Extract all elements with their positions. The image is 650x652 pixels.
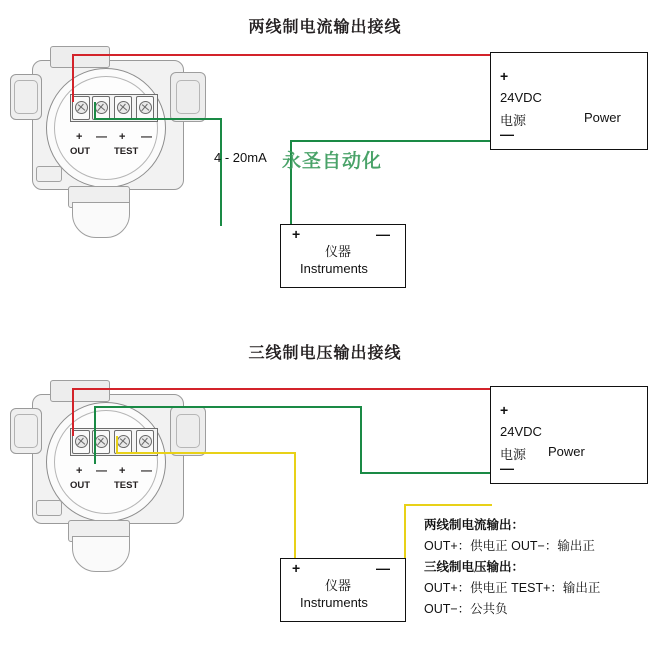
wire-yellow-to-instrument-minus: [404, 504, 406, 560]
terminal-screw-3-icon: [117, 435, 130, 448]
device-side-tab: [36, 500, 62, 516]
power-cn-2: 电源: [500, 447, 527, 462]
instrument-minus-sign-1: —: [376, 226, 390, 242]
wire-red-out-plus-vertical-2: [72, 388, 74, 436]
section-1-title: 两线制电流输出接线: [248, 19, 402, 36]
terminal-screw-4-icon: [139, 101, 152, 114]
device-process-connection: [72, 536, 130, 572]
instrument-cn-2: 仪器: [325, 578, 352, 593]
terminal-label-1: +: [76, 131, 83, 143]
device-left-cap-inner: [14, 414, 38, 448]
wire-red-to-power-plus-2: [72, 388, 492, 390]
terminal-label-2: —: [96, 131, 107, 143]
power-minus-sign-1: —: [500, 126, 514, 142]
wire-green-to-instrument-plus: [220, 118, 222, 226]
device-process-connection: [72, 202, 130, 238]
device-side-tab: [36, 166, 62, 182]
instrument-en-1: Instruments: [300, 261, 368, 276]
test-label: TEST: [114, 146, 139, 157]
legend-title-1: 两线制电流输出：: [424, 518, 525, 532]
power-en-1: Power: [584, 110, 621, 125]
wire-green-out-minus-stub-2: [94, 436, 96, 464]
power-voltage-2: 24VDC: [500, 424, 542, 439]
watermark-text: 永圣自动化: [282, 151, 383, 172]
terminal-label-4: —: [141, 131, 152, 143]
wire-green-riser-2: [94, 406, 96, 438]
wire-green-to-power-minus-2: [360, 472, 492, 474]
wire-green-power-minus-horizontal: [292, 140, 492, 142]
terminal-label-4: —: [141, 465, 152, 477]
section-2-title: 三线制电压输出接线: [248, 345, 402, 362]
terminal-screw-3-icon: [117, 101, 130, 114]
wire-yellow-horizontal: [116, 452, 296, 454]
legend-block: [424, 515, 600, 620]
wire-red-to-power-plus: [72, 54, 492, 56]
power-voltage-1: 24VDC: [500, 90, 542, 105]
transmitter-device-1: [10, 38, 230, 228]
wire-green-down-to-power-minus: [360, 406, 362, 474]
device-face-inner: [54, 76, 158, 180]
out-label: OUT: [70, 146, 91, 157]
power-plus-sign-1: +: [500, 68, 509, 84]
terminal-label-2: —: [96, 465, 107, 477]
instrument-minus-sign-2: —: [376, 560, 390, 576]
legend-line-3: OUT−：公共负: [424, 602, 508, 616]
terminal-screw-4-icon: [139, 435, 152, 448]
device-top-nut: [50, 46, 110, 68]
power-minus-sign-2: —: [500, 460, 514, 476]
transmitter-device-2: [10, 372, 230, 562]
instrument-cn-1: 仪器: [325, 244, 352, 259]
current-range-label: 4 - 20mA: [214, 150, 267, 165]
legend-line-2: OUT+：供电正 TEST+：输出正: [424, 581, 601, 595]
terminal-screw-1-icon: [75, 101, 88, 114]
instrument-plus-sign-2: +: [292, 560, 301, 576]
wire-red-out-plus-vertical: [72, 54, 74, 102]
terminal-label-3: +: [119, 131, 126, 143]
power-plus-sign-2: +: [500, 402, 509, 418]
power-en-2: Power: [548, 444, 585, 459]
instrument-en-2: Instruments: [300, 595, 368, 610]
legend-line-1: OUT+：供电正 OUT−：输出正: [424, 539, 595, 553]
device-right-nut-inner: [176, 414, 200, 448]
terminal-screw-2-icon: [95, 101, 108, 114]
wire-yellow-to-instrument-plus: [294, 452, 296, 560]
test-label: TEST: [114, 480, 139, 491]
device-left-cap-inner: [14, 80, 38, 114]
device-right-nut-inner: [176, 80, 200, 114]
out-label: OUT: [70, 480, 91, 491]
wire-green-common-horizontal: [94, 406, 362, 408]
legend-title-2: 三线制电压输出：: [424, 560, 525, 574]
terminal-label-3: +: [119, 465, 126, 477]
wire-yellow-from-power-minus: [404, 504, 492, 506]
terminal-screw-2-icon: [95, 435, 108, 448]
instrument-plus-sign-1: +: [292, 226, 301, 242]
power-cn-1: 电源: [500, 113, 527, 128]
terminal-label-1: +: [76, 465, 83, 477]
wire-green-out-minus-horizontal: [94, 118, 222, 120]
device-top-nut: [50, 380, 110, 402]
device-face-inner: [54, 410, 158, 514]
terminal-screw-1-icon: [75, 435, 88, 448]
